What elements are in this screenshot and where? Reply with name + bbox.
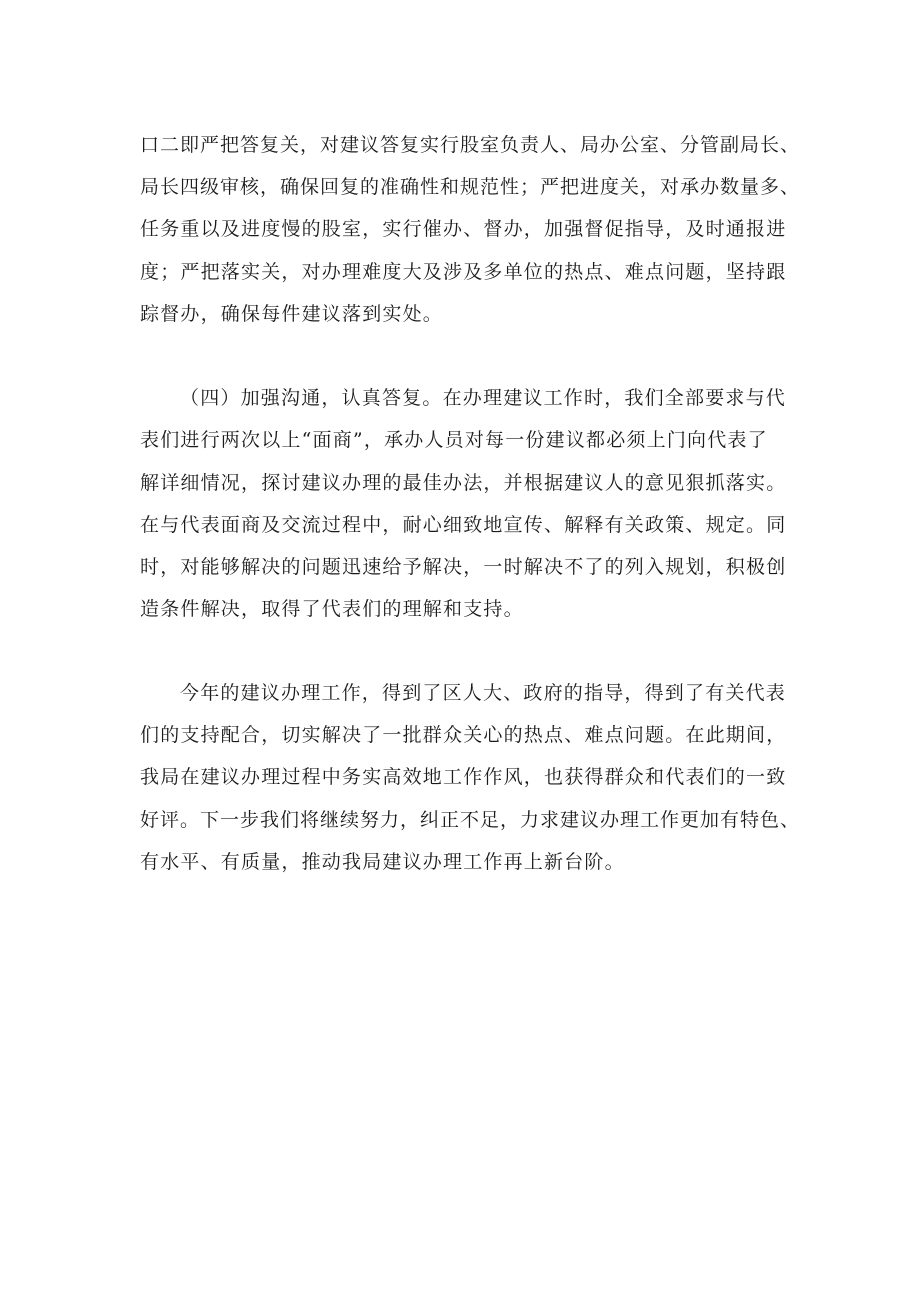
paragraph-line: 我局在建议办理过程中务实高效地工作作风，也获得群众和代表们的一致: [140, 766, 787, 788]
paragraph-line: 时，对能够解决的问题迅速给予解决，一时解决不了的列入规划，积极创: [140, 556, 787, 578]
paragraph-line: （四）加强沟通，认真答复。在办理建议工作时，我们全部要求与代: [180, 387, 787, 409]
paragraph-line: 造条件解决，取得了代表们的理解和支持。: [140, 598, 524, 620]
paragraph-line: 度；严把落实关，对办理难度大及涉及多单位的热点、难点问题，坚持跟: [140, 261, 787, 283]
paragraph-line: 今年的建议办理工作，得到了区人大、政府的指导，得到了有关代表: [180, 682, 787, 704]
paragraph-line: 有水平、有质量，推动我局建议办理工作再上新台阶。: [140, 851, 625, 873]
paragraph-line: 局长四级审核，确保回复的准确性和规范性；严把进度关，对承办数量多、: [140, 176, 800, 198]
paragraph-line: 们的支持配合，切实解决了一批群众关心的热点、难点问题。在此期间，: [140, 724, 787, 746]
paragraph-line: 任务重以及进度慢的股室，实行催办、督办，加强督促指导，及时通报进: [140, 218, 787, 240]
paragraph-line: 踪督办，确保每件建议落到实处。: [140, 303, 444, 325]
paragraph-line: 表们进行两次以上“面商”，承办人员对每一份建议都必须上门向代表了: [140, 429, 768, 451]
paragraph-line: 好评。下一步我们将继续努力，纠正不足，力求建议办理工作更加有特色、: [140, 809, 800, 831]
paragraph-line: 在与代表面商及交流过程中，耐心细致地宣传、解释有关政策、规定。同: [140, 514, 787, 536]
paragraph-line: 口二即严把答复关，对建议答复实行股室负责人、局办公室、分管副局长、: [140, 134, 800, 156]
paragraph-line: 解详细情况，探讨建议办理的最佳办法，并根据建议人的意见狠抓落实。: [140, 472, 787, 494]
